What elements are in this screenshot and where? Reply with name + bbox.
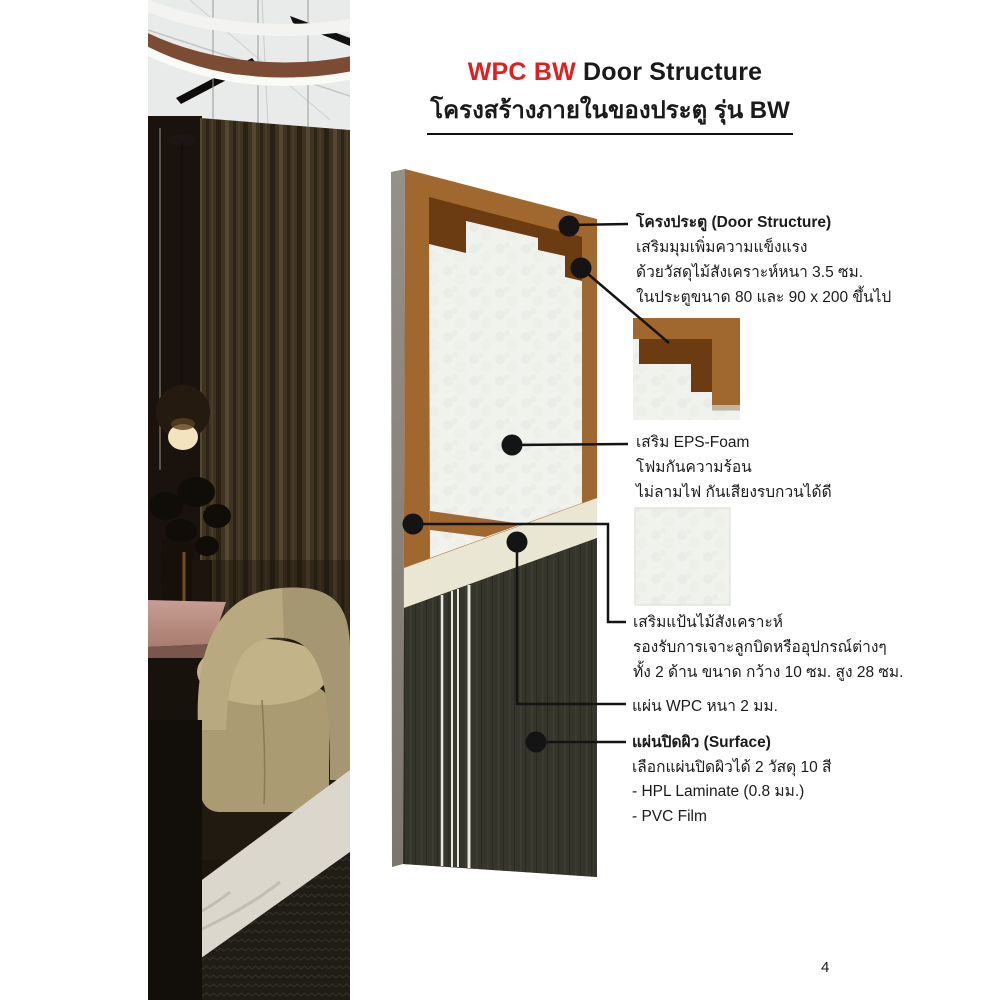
- annotation-line: เลือกแผ่นปิดผิวได้ 2 วัสดุ 10 สี: [632, 758, 832, 776]
- page-title: [429, 58, 801, 87]
- annotation-line: รองรับการเจาะลูกบิดหรืออุปกรณ์ต่างๆ: [633, 639, 887, 656]
- annotation-line: เสริม EPS-Foam: [636, 434, 750, 451]
- annotation-line: - HPL Laminate (0.8 มม.): [632, 783, 805, 800]
- floor: [148, 720, 202, 1000]
- annotation-eps-foam: [636, 430, 832, 505]
- eps-foam-core: [429, 221, 582, 558]
- annotation-line: แผ่น WPC หนา 2 มม.: [632, 698, 778, 715]
- annotation-line: ไม่ลามไฟ กันเสียงรบกวนได้ดี: [636, 484, 832, 501]
- leader-eps-foam: [512, 444, 628, 445]
- callout-dot-surface: [526, 732, 547, 753]
- annotation-line: ในประตูขนาด 80 และ 90 x 200 ขึ้นไป: [636, 289, 892, 306]
- door-side-edge: [391, 169, 405, 867]
- callout-dot-wpc-sheet: [507, 532, 528, 553]
- callout-dot-corner: [571, 258, 592, 279]
- callout-dot-eps-foam: [502, 435, 523, 456]
- annotation-surface: [632, 731, 832, 829]
- page-number: 4: [821, 959, 830, 976]
- annotation-line: เสริมแป้นไม้สังเคราะห์: [633, 614, 784, 631]
- annotation-line: - PVC Film: [632, 807, 707, 825]
- page-title-highlight: WPC BW: [467, 58, 576, 86]
- annotation-line: เสริมมุมเพิ่มความแข็งแรง: [636, 239, 808, 256]
- annotation-line: โฟมกันความร้อน: [636, 459, 752, 476]
- foam-detail-image: [635, 508, 730, 605]
- annotation-synthetic-plate: [633, 610, 903, 685]
- annotation-wpc-sheet: [632, 694, 778, 719]
- page-subtitle-text: โครงสร้างภายในของประตู รุ่น BW: [427, 90, 793, 135]
- annotation-title: แผ่นปิดผิว (Surface): [632, 734, 771, 751]
- page-title-rest: Door Structure: [575, 58, 763, 86]
- armchair: [197, 588, 350, 812]
- annotation-line: ด้วยวัสดุไม้สังเคราะห์หนา 3.5 ซม.: [636, 264, 864, 281]
- annotation-line: ทั้ง 2 ด้าน ขนาด กว้าง 10 ซม. สูง 28 ซม.: [633, 664, 904, 681]
- annotation-door-structure: [636, 210, 891, 310]
- corner-detail-image: [633, 318, 740, 420]
- callout-dot-door-structure: [559, 216, 580, 237]
- page-subtitle: [419, 90, 801, 135]
- annotation-title: โครงประตู (Door Structure): [636, 214, 832, 231]
- callout-dot-knob-plate: [403, 514, 424, 535]
